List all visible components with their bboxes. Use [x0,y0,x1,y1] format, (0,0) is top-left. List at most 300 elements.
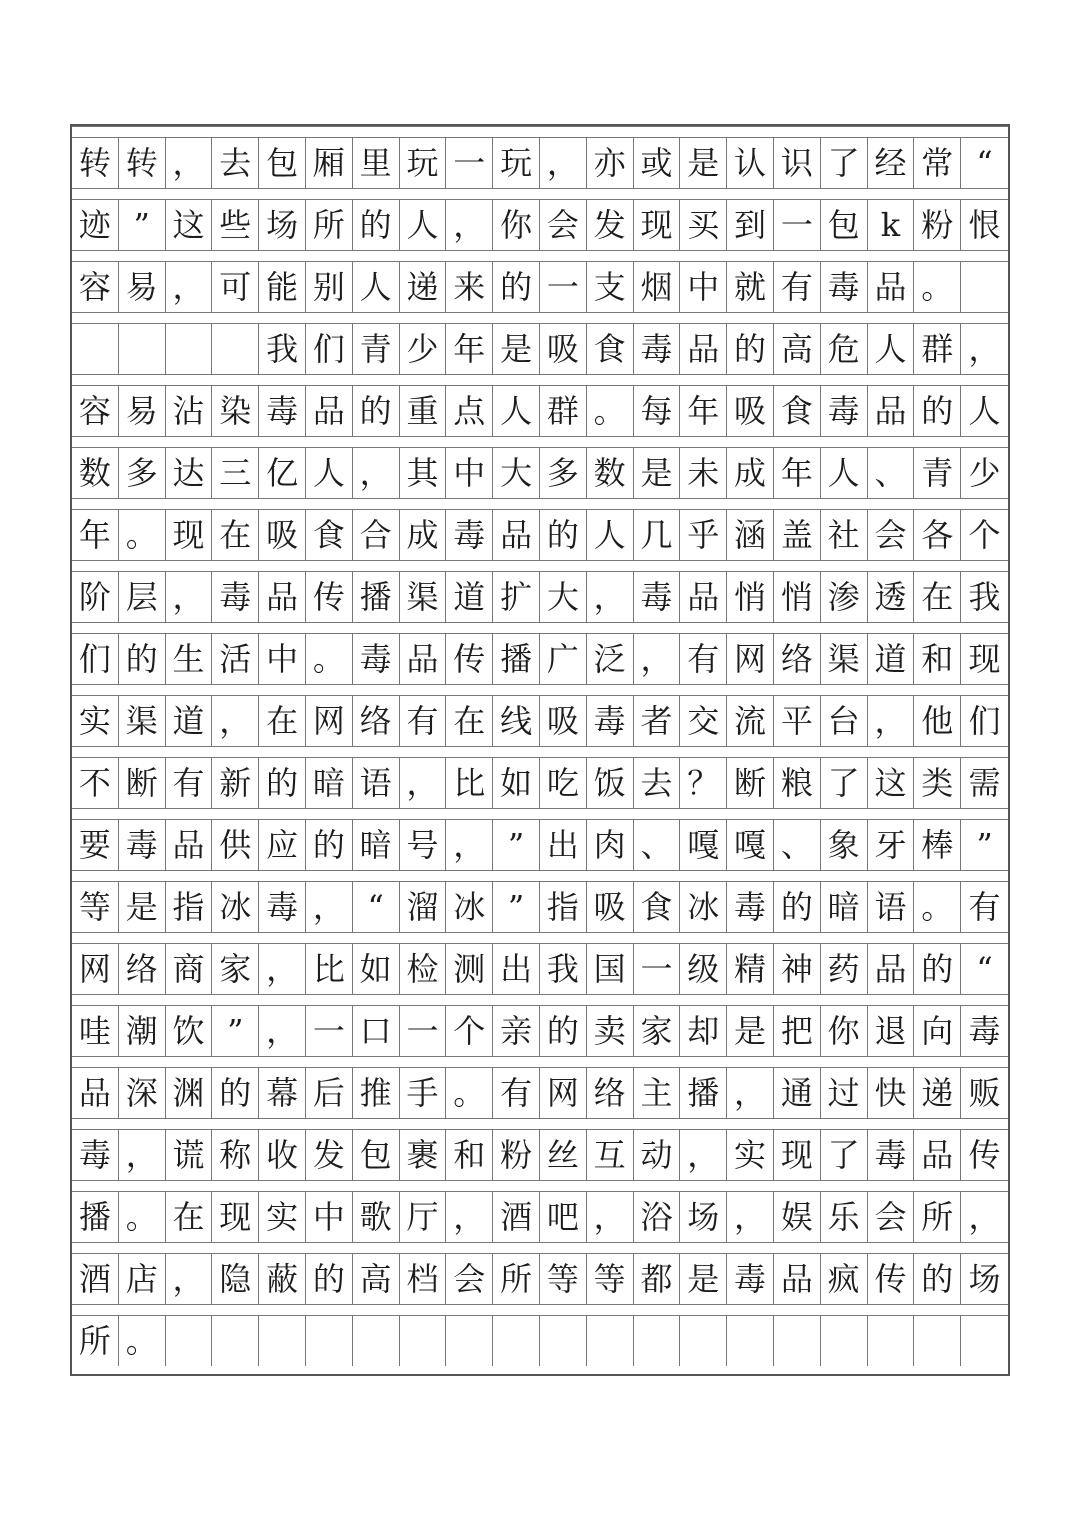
grid-cell: 是 [680,1254,727,1304]
row-separator [72,312,1008,324]
grid-cell: 冰 [446,882,493,932]
grid-cell: 亲 [493,1006,540,1056]
grid-cell: 食 [774,386,821,436]
grid-cell: 品 [493,510,540,560]
grid-cell: 娱 [774,1192,821,1242]
grid-cell: 在 [914,572,961,622]
grid-cell: 人 [400,200,447,250]
grid-cell: 谎 [166,1130,213,1180]
grid-cell: 涵 [727,510,774,560]
row-separator [72,498,1008,510]
grid-cell: 中 [446,448,493,498]
grid-cell: 流 [727,696,774,746]
grid-cell: 裹 [400,1130,447,1180]
grid-cell: 毒 [821,262,868,312]
grid-cell: 贩 [968,1074,1001,1112]
grid-cell: 大 [493,448,540,498]
grid-cell: ， [968,330,1001,368]
grid-cell: 传 [446,634,493,684]
grid-cell: 的 [540,1006,587,1056]
grid-cell: 常 [914,138,961,188]
grid-cell: 要 [72,820,119,870]
text-row [72,572,1008,622]
grid-cell [212,324,259,374]
grid-cell [727,1316,774,1366]
grid-cell: 去 [634,758,681,808]
grid-cell: 动 [634,1130,681,1180]
grid-cell: 比 [306,944,353,994]
text-row [72,324,1008,374]
grid-cell: 人 [306,448,353,498]
grid-cell: 悄 [727,572,774,622]
grid-cell: 家 [212,944,259,994]
grid-cell [634,1316,681,1366]
grid-cell: 毒 [119,820,166,870]
grid-cell: 渠 [119,696,166,746]
text-row [72,758,1008,808]
grid-cell: 在 [446,696,493,746]
grid-cell: 发 [587,200,634,250]
grid-cell: 认 [727,138,774,188]
grid-cell: 个 [446,1006,493,1056]
row-separator [72,188,1008,200]
grid-cell: ， [634,634,681,684]
grid-cell: 档 [400,1254,447,1304]
row-separator [72,622,1008,634]
text-row [72,882,1008,932]
grid-cell: 成 [400,510,447,560]
grid-cell [166,1316,213,1366]
grid-cell: 品 [166,820,213,870]
grid-cell: 饭 [587,758,634,808]
grid-cell: 生 [166,634,213,684]
grid-cell: 品 [259,572,306,622]
grid-cell: 毒 [968,1012,1001,1050]
grid-cell: 测 [446,944,493,994]
text-row [72,510,1008,560]
grid-cell [446,1316,493,1366]
grid-cell: 人 [868,324,915,374]
grid-cell: 现 [968,640,1001,678]
grid-cell: 毒 [821,386,868,436]
grid-cell: 把 [774,1006,821,1056]
grid-cell: 的 [306,1254,353,1304]
row-separator [72,1118,1008,1130]
grid-cell: 渠 [821,634,868,684]
row-separator [72,436,1008,448]
grid-cell: “ [976,144,993,182]
grid-cell: 会 [540,200,587,250]
grid-cell: 厅 [400,1192,447,1242]
grid-cell: 透 [868,572,915,622]
grid-cell: ， [587,1192,634,1242]
grid-cell: 的 [914,944,961,994]
grid-cell: 中 [306,1192,353,1242]
row-separator [72,1304,1008,1316]
grid-cell: 青 [914,448,961,498]
grid-cell: 却 [680,1006,727,1056]
grid-cell: 不 [72,758,119,808]
row-separator [72,746,1008,758]
grid-cell: ， [166,1254,213,1304]
grid-cell: 吸 [259,510,306,560]
grid-cell [680,1316,727,1366]
grid-cell: 所 [493,1254,540,1304]
grid-cell: 场 [968,1260,1001,1298]
grid-cell: 的 [306,820,353,870]
grid-cell: 的 [540,510,587,560]
grid-cell: 别 [306,262,353,312]
grid-cell: 的 [914,1254,961,1304]
grid-cell: ” [976,826,993,864]
grid-cell: 些 [212,200,259,250]
text-row [72,944,1008,994]
grid-cell: 群 [914,324,961,374]
grid-cell: 包 [821,200,868,250]
grid-cell: 。 [306,634,353,684]
grid-cell: ， [400,758,447,808]
grid-cell: 数 [587,448,634,498]
grid-cell: 几 [634,510,681,560]
grid-cell: 这 [166,200,213,250]
grid-cell: ， [446,820,493,870]
grid-cell: 实 [727,1130,774,1180]
grid-cell: 会 [868,1192,915,1242]
grid-cell: 传 [968,1136,1001,1174]
grid-cell: 可 [212,262,259,312]
grid-cell: 少 [968,454,1001,492]
grid-cell: 食 [306,510,353,560]
grid-cell: 溜 [400,882,447,932]
grid-cell: 活 [212,634,259,684]
grid-cell: 号 [400,820,447,870]
row-separator [72,1056,1008,1068]
grid-cell: 品 [914,1130,961,1180]
grid-cell: 道 [166,696,213,746]
grid-cell: 实 [259,1192,306,1242]
grid-cell: 吸 [540,324,587,374]
grid-cell: 深 [119,1068,166,1118]
grid-cell: 扩 [493,572,540,622]
grid-cell: 达 [166,448,213,498]
grid-cell: 玩 [400,138,447,188]
grid-cell: 们 [306,324,353,374]
row-separator [72,560,1008,572]
grid-cell: 播 [72,1192,119,1242]
grid-cell: 场 [680,1192,727,1242]
grid-cell: 容 [72,386,119,436]
grid-cell: 家 [634,1006,681,1056]
grid-cell: ” [212,1006,259,1056]
grid-cell: 品 [868,386,915,436]
grid-cell: 粉 [493,1130,540,1180]
grid-cell: 的 [914,386,961,436]
grid-cell: 指 [540,882,587,932]
row-separator [72,126,1008,138]
grid-cell: 络 [119,944,166,994]
grid-cell: 新 [212,758,259,808]
grid-cell: 现 [774,1130,821,1180]
grid-cell: 精 [727,944,774,994]
text-row [72,1130,1008,1180]
grid-cell: 。 [914,262,961,312]
grid-cell: 吸 [587,882,634,932]
grid-cell: 棒 [914,820,961,870]
grid-cell: 染 [212,386,259,436]
text-row [72,138,1008,188]
grid-cell: 大 [540,572,587,622]
grid-cell: 递 [914,1068,961,1118]
grid-cell: 播 [353,572,400,622]
grid-cell: 现 [634,200,681,250]
grid-cell: 等 [587,1254,634,1304]
grid-cell: 会 [868,510,915,560]
text-row [72,634,1008,684]
grid-cell: 语 [868,882,915,932]
grid-cell: 年 [446,324,493,374]
grid-cell: 检 [400,944,447,994]
grid-cell: 出 [540,820,587,870]
grid-cell: 幕 [259,1068,306,1118]
grid-cell: 有 [493,1068,540,1118]
grid-cell: 。 [119,1316,166,1366]
text-row [72,820,1008,870]
grid-cell: 断 [119,758,166,808]
grid-cell: 等 [540,1254,587,1304]
grid-cell: 悄 [774,572,821,622]
grid-cell: 重 [400,386,447,436]
grid-cell: 推 [353,1068,400,1118]
grid-cell: 递 [400,262,447,312]
grid-cell: 食 [587,324,634,374]
grid-cell: 向 [914,1006,961,1056]
grid-cell: 断 [727,758,774,808]
grid-cell: 的 [212,1068,259,1118]
grid-cell: 渗 [821,572,868,622]
grid-cell [493,1316,540,1366]
grid-cell: 、 [634,820,681,870]
grid-cell: ， [727,1192,774,1242]
grid-cell: 转 [72,138,119,188]
row-separator [72,1242,1008,1254]
grid-cell: k [868,200,915,250]
grid-cell: 疯 [821,1254,868,1304]
grid-cell: ， [680,1130,727,1180]
grid-cell: 危 [821,324,868,374]
grid-cell: 的 [259,758,306,808]
row-separator [72,684,1008,696]
grid-cell: 通 [774,1068,821,1118]
grid-cell [961,1316,1008,1366]
grid-cell: 台 [821,696,868,746]
grid-cell: 现 [212,1192,259,1242]
row-separator [72,870,1008,882]
text-row [72,1316,1008,1366]
grid-cell: 国 [587,944,634,994]
grid-cell: 毒 [587,696,634,746]
grid-cell [353,1316,400,1366]
grid-cell: 去 [212,138,259,188]
grid-cell: 们 [968,702,1001,740]
grid-cell: 毒 [727,1254,774,1304]
grid-cell: 识 [774,138,821,188]
grid-cell: 你 [493,200,540,250]
grid-cell: ， [259,944,306,994]
grid-cell: 高 [353,1254,400,1304]
grid-cell: 我 [259,324,306,374]
grid-cell: 手 [400,1068,447,1118]
grid-cell: 有 [400,696,447,746]
grid-cell: 道 [446,572,493,622]
grid-cell [72,324,119,374]
grid-cell: 冰 [680,882,727,932]
grid-cell: 络 [774,634,821,684]
grid-cell: ？ [680,758,727,808]
grid-cell: 泛 [587,634,634,684]
grid-cell: 我 [540,944,587,994]
grid-cell: 是 [727,1006,774,1056]
grid-cell: 了 [821,138,868,188]
grid-cell: 卖 [587,1006,634,1056]
grid-cell: 厢 [306,138,353,188]
row-separator [72,932,1008,944]
grid-cell [587,1316,634,1366]
grid-cell: 毒 [634,572,681,622]
grid-cell [961,262,1008,312]
grid-cell: 语 [353,758,400,808]
grid-cell: ， [353,448,400,498]
grid-cell: ， [727,1068,774,1118]
grid-cell: 互 [587,1130,634,1180]
grid-cell: 少 [400,324,447,374]
grid-cell: 能 [259,262,306,312]
grid-cell: ， [119,1130,166,1180]
grid-cell: 里 [353,138,400,188]
grid-cell: ， [446,1192,493,1242]
grid-cell: 们 [72,634,119,684]
grid-cell: 品 [72,1068,119,1118]
grid-cell: 合 [353,510,400,560]
grid-cell [914,1316,961,1366]
grid-cell: 人 [493,386,540,436]
grid-cell: 社 [821,510,868,560]
grid-cell: 后 [306,1068,353,1118]
grid-cell: 实 [72,696,119,746]
grid-cell: ” [119,200,166,250]
grid-cell: 者 [634,696,681,746]
grid-cell: ， [868,696,915,746]
row-separator [72,994,1008,1006]
grid-cell: 退 [868,1006,915,1056]
grid-cell: “ [353,882,400,932]
grid-cell: 了 [821,1130,868,1180]
row-separator [72,1180,1008,1192]
grid-cell: 就 [727,262,774,312]
grid-cell: 一 [446,138,493,188]
grid-cell: 传 [306,572,353,622]
grid-cell: 潮 [119,1006,166,1056]
grid-cell: 支 [587,262,634,312]
grid-cell: 品 [774,1254,821,1304]
grid-cell: 会 [446,1254,493,1304]
grid-cell: 毒 [727,882,774,932]
text-row [72,1254,1008,1304]
grid-cell: 有 [774,262,821,312]
grid-cell: 品 [400,634,447,684]
text-row [72,262,1008,312]
grid-cell: 歌 [353,1192,400,1242]
grid-cell: 有 [680,634,727,684]
grid-cell: 其 [400,448,447,498]
grid-cell: 未 [680,448,727,498]
grid-cell: 沾 [166,386,213,436]
grid-cell: 酒 [493,1192,540,1242]
grid-cell: 广 [540,634,587,684]
grid-cell: 都 [634,1254,681,1304]
grid-cell: 牙 [868,820,915,870]
grid-cell: 丝 [540,1130,587,1180]
grid-cell: 点 [446,386,493,436]
grid-cell: 层 [119,572,166,622]
grid-cell: 个 [968,516,1001,554]
grid-cell: 称 [212,1130,259,1180]
grid-cell: 是 [493,324,540,374]
grid-cell: 暗 [306,758,353,808]
grid-cell: 络 [587,1068,634,1118]
grid-cell: 渠 [400,572,447,622]
grid-cell: 这 [868,758,915,808]
grid-cell: 成 [727,448,774,498]
grid-cell: 、 [868,448,915,498]
grid-cell: 年 [774,448,821,498]
grid-cell: 。 [587,386,634,436]
grid-cell: 毒 [353,634,400,684]
grid-cell: 供 [212,820,259,870]
grid-cell: “ [976,950,993,988]
text-row [72,200,1008,250]
row-separator [72,250,1008,262]
grid-cell: 和 [446,1130,493,1180]
grid-cell: 交 [680,696,727,746]
grid-cell: 青 [353,324,400,374]
grid-cell: 场 [259,200,306,250]
grid-cell [400,1316,447,1366]
grid-cell: 亦 [587,138,634,188]
text-row [72,1068,1008,1118]
grid-cell: 乎 [680,510,727,560]
grid-cell: 暗 [821,882,868,932]
grid-cell: 毒 [259,882,306,932]
grid-cell: 是 [634,448,681,498]
grid-cell: 如 [353,944,400,994]
grid-cell [119,324,166,374]
grid-cell: 级 [680,944,727,994]
grid-cell: 吸 [727,386,774,436]
grid-cell: ， [166,262,213,312]
grid-cell [540,1316,587,1366]
text-row [72,1192,1008,1242]
grid-cell: 快 [868,1068,915,1118]
grid-cell: 。 [119,1192,166,1242]
grid-cell: 嘎 [680,820,727,870]
grid-cell: 品 [868,944,915,994]
grid-cell: 类 [914,758,961,808]
grid-cell: 中 [259,634,306,684]
grid-cell: 群 [540,386,587,436]
grid-cell: 有 [968,888,1001,926]
grid-cell: ， [259,1006,306,1056]
grid-cell: 出 [493,944,540,994]
